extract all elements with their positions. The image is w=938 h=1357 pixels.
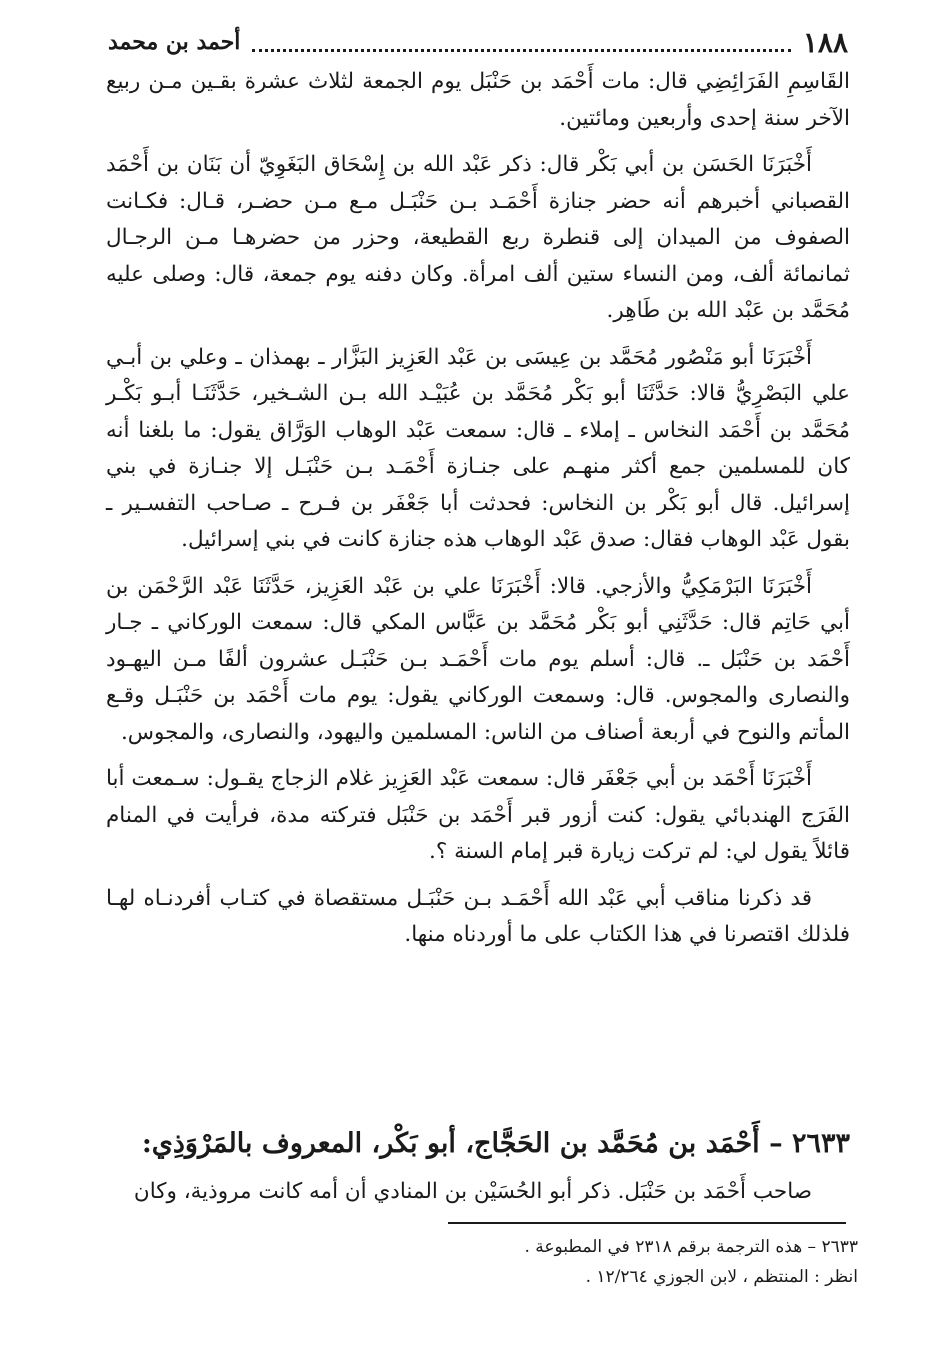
footnotes [106,1232,858,1292]
paragraph: أَخْبَرَنَا البَرْمَكِيُّ والأزجي. قالا: أَخْبَرَنَا علي بن عَبْد العَزِيز، حَدَّثَنَا عَبْد الرَّحْمَن بن أبي حَاتِم قال: حَدَّثَنِي أبو بَكْر مُحَمَّد بن عَبَّاس المكي قال: سمعت الوركاني ـ جـار أَحْمَد بن حَنْبَل ـ. قال: أسلم يوم مات أَحْمَـد بـن حَنْبَـل عشرون ألفًا مـن اليهـود والنصارى والمجوس. قال: وسمعت الوركاني يقول: يوم مات أَحْمَد بن حَنْبَـل وقـع المأتم والنوح في أربعة أصناف من الناس: المسلمين واليهود، والنصارى، والمجوس. [106,573,850,745]
main-text [106,64,850,964]
paragraph: أَخْبَرَنَا أَحْمَد بن أبي جَعْفَر قال: سمعت عَبْد العَزِيز غلام الزجاج يقـول: سـمعت أبا الفَرَج الهندبائي يقول: كنت أزور قبر أَحْمَد بن حَنْبَل فتركته مدة، فرأيت في المنام قائلاً يقول لي: لم تركت زيارة قبر إمام السنة ؟. [106,766,850,864]
paragraph: أَخْبَرَنَا الحَسَن بن أبي بَكْر قال: ذكر عَبْد الله بن إِسْحَاق البَغَوِيّ أن بَنَان بن أَحْمَد القصباني أخبرهم أنه حضر جنازة أَحْمَـد بـن حَنْبَـل مـع مـن حضـر، قـال: فكـانت الصفوف من الميدان إلى قنطرة ربع القطيعة، وحزر من حضرهـا مـن الرجـال ثمانمائة ألف، ومن النساء ستين ألف امرأة. وكان دفنه يوم جمعة، قال: وصلى عليه مُحَمَّد بن عَبْد الله بن طَاهِر. [106,152,850,323]
entry-text: صاحب أَحْمَد بن حَنْبَل. ذكر أبو الحُسَيْن بن المنادي أن أمه كانت مروذية، وكان [133,1179,812,1204]
footnote-separator [448,1222,846,1224]
paragraph: أَخْبَرَنَا أبو مَنْصُور مُحَمَّد بن عِيسَى بن عَبْد العَزِيز البَزَّار ـ بهمذان ـ وعلي بن أبـي علي البَصْرِيُّ قالا: حَدَّثَنَا أبو بَكْر مُحَمَّد بن عُبَيْـد الله بـن الشـخير، حَدَّثَنَـا أبـو بَكْـر مُحَمَّد بن أَحْمَد النخاس ـ إملاء ـ قال: سمعت عَبْد الوهاب الوَرَّاق يقول: ما بلغنا أنه كان للمسلمين جمع أكثر منهـم على جنـازة أَحْمَـد بـن حَنْبَـل إلا جنـازة في بني إسرائيل. قال أبو بَكْر بن النخاس: فحدثت أبا جَعْفَر بن فـرح ـ صـاحب التفسـير ـ بقول عَبْد الوهاب فقال: صدق عَبْد الوهاب هذه جنازة كانت في بني إسرائيل. [106,344,850,552]
entry-heading: ٢٦٣٣ – أَحْمَد بن مُحَمَّد بن الحَجَّاج، أبو بَكْر، المعروف بالمَرْوَذِي: [141,1128,850,1159]
running-title: أحمد بن محمد [108,29,241,55]
page-number: ١٨٨ [802,25,848,59]
paragraph: القَاسِمِ الفَرَائِضِي قال: مات أَحْمَد بن حَنْبَل يوم الجمعة لثلاث عشرة بقـين مـن ربيع الآخر سنة إحدى وأربعين ومائتين. [106,69,850,131]
footnote-line: انظر : المنتظم ، لابن الجوزي ١٢/٢٦٤ . [585,1267,858,1287]
footnote-line: ٢٦٣٣ – هذه الترجمة برقم ٢٣١٨ في المطبوعة . [524,1237,858,1257]
header-dotted-leader [252,33,790,52]
paragraph: قد ذكرنا مناقب أبي عَبْد الله أَحْمَـد بـن حَنْبَـل مستقصاة في كتـاب أفردنـاه لهـا فلذلك اقتصرنا في هذا الكتاب على ما أوردناه منها. [106,885,850,947]
page-header [108,22,848,62]
